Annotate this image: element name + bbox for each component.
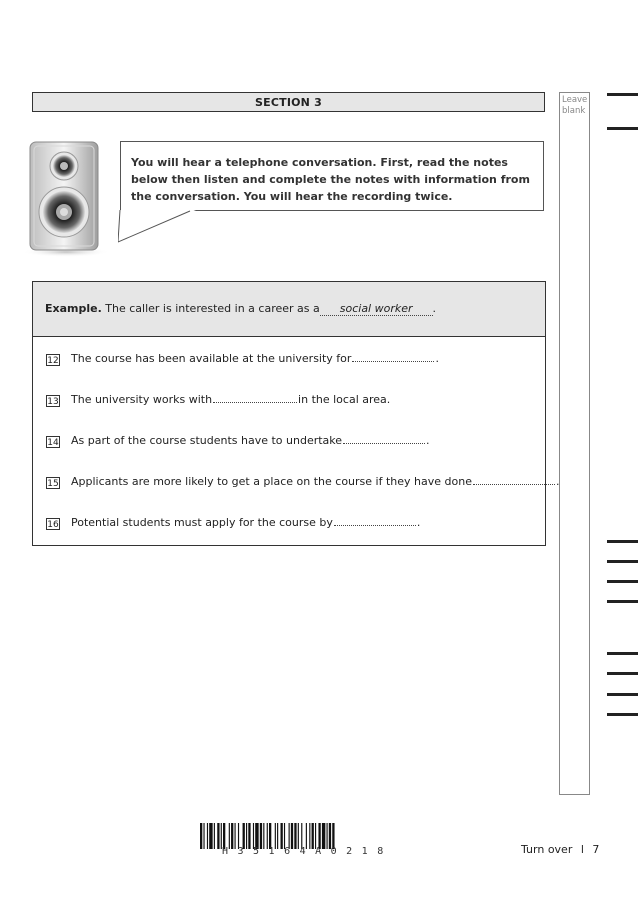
question-13 [46, 393, 390, 406]
margin-mark [607, 672, 638, 675]
example-label: Example. [45, 302, 102, 315]
speech-bubble-tail [118, 210, 198, 244]
example-text: The caller is interested in a career as a [105, 302, 320, 315]
question-number: 16 [47, 520, 59, 530]
page-number: 7 [592, 843, 600, 856]
speaker-icon [20, 140, 112, 258]
answer-blank[interactable] [343, 434, 425, 444]
margin-mark [607, 127, 638, 130]
margin-mark [607, 600, 638, 603]
turn-over-label: Turn over [521, 843, 573, 856]
barcode-bar [209, 823, 212, 849]
leave-blank-label: Leave blank [562, 95, 588, 116]
margin-mark [607, 540, 638, 543]
question-number: 13 [47, 397, 59, 407]
barcode-bar [217, 823, 219, 849]
question-number: 15 [47, 479, 59, 489]
barcode-bar [214, 823, 215, 849]
question-text: Applicants are more likely to get a place on the course if they have done [71, 475, 472, 488]
questions-box [32, 336, 560, 546]
answer-blank[interactable] [334, 516, 416, 526]
example-line [45, 302, 436, 316]
question-text-after: . [426, 434, 430, 447]
barcode-bar [207, 823, 208, 849]
example-answer: social worker [320, 302, 433, 316]
margin-mark [607, 560, 638, 563]
margin-mark [607, 652, 638, 655]
footer [521, 843, 599, 856]
question-text: As part of the course students have to undertake [71, 434, 343, 447]
question-text: The university works with [71, 393, 213, 406]
answer-blank[interactable] [473, 475, 555, 485]
margin-mark [607, 580, 638, 583]
question-text-after: . [416, 516, 421, 529]
question-text: The course has been available at the university for [71, 352, 352, 365]
question-14 [46, 434, 430, 447]
margin-mark [607, 713, 638, 716]
question-text: Potential students must apply for the course by [71, 516, 333, 529]
leave-blank-column [559, 92, 590, 795]
question-text-after: . [555, 475, 560, 488]
answer-blank[interactable] [352, 352, 434, 362]
question-15 [46, 475, 559, 488]
question-number: 12 [47, 356, 59, 366]
question-12 [46, 352, 439, 365]
answer-blank[interactable] [213, 393, 297, 403]
question-text-after: . [435, 352, 439, 365]
margin-mark [607, 693, 638, 696]
question-16 [46, 516, 420, 529]
question-text-after: in the local area. [298, 393, 391, 406]
section-title: SECTION 3 [32, 92, 545, 112]
barcode-bar [203, 823, 204, 849]
margin-mark [607, 93, 638, 96]
barcode-bar [200, 823, 202, 849]
example-box [32, 281, 546, 337]
example-end: . [432, 302, 437, 315]
footer-separator: l [580, 843, 584, 856]
question-number: 14 [47, 438, 59, 448]
instructions-bubble: You will hear a telephone conversation. First, read the notes below then listen and complete the notes with information from the conversation. You will hear the recording twice. [120, 141, 544, 211]
barcode-number: H35164A0218 [222, 846, 393, 857]
